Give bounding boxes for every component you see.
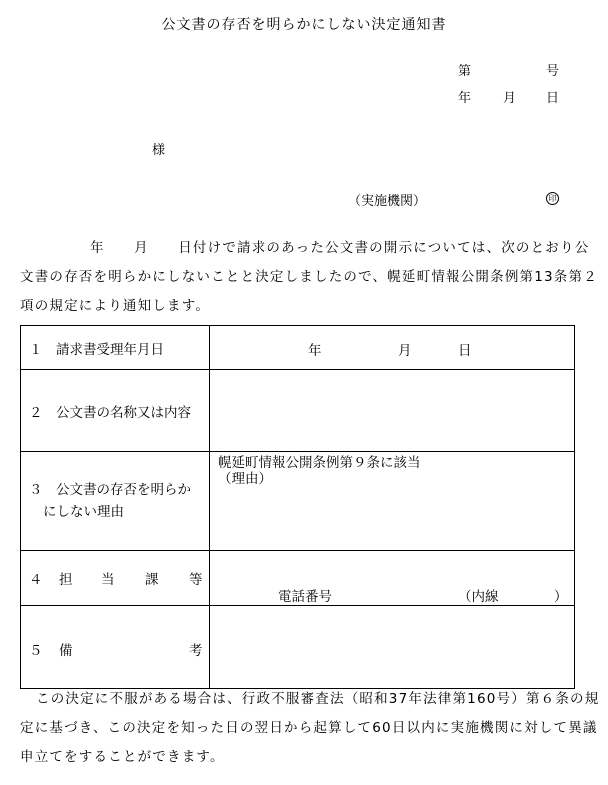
- body-paragraph: [20, 234, 598, 321]
- row1-year: 年: [308, 343, 322, 359]
- row3-label-line2: にしない理由: [43, 504, 124, 520]
- row4-phone-label: 電話番号: [278, 589, 332, 605]
- body-line: 項の規定により通知します。: [20, 298, 211, 314]
- row4-label-cell: [21, 551, 210, 606]
- row4-value-cell: [210, 551, 575, 606]
- row5-label-char: 備: [59, 643, 73, 659]
- document-title: 公文書の存否を明らかにしない決定通知書: [161, 17, 447, 33]
- row3-value-cell: [210, 452, 575, 551]
- row2-label: ２ 公文書の名称又は内容: [29, 404, 191, 421]
- row5-label-cell: [21, 606, 210, 689]
- row1-day: 日: [458, 343, 472, 359]
- table-row: [21, 326, 575, 370]
- notice-line: 申立てをすることができます。: [20, 749, 225, 765]
- date-year: 年: [458, 91, 472, 106]
- number-suffix: 号: [546, 64, 560, 79]
- issuer-label: （実施機関）: [348, 194, 427, 209]
- body-line: 文書の存否を明らかにしないことと決定しましたので、幌延町情報公開条例第13条第２: [20, 269, 598, 285]
- notice-line: 定に基づき、この決定を知った日の翌日から起算して60日以内に実施機関に対して異議: [20, 720, 598, 736]
- row5-value-cell[interactable]: [210, 606, 575, 689]
- row4-label-char: 課: [145, 572, 159, 588]
- row3-label-line1: ３ 公文書の存否を明らか: [29, 482, 191, 498]
- row2-value-cell[interactable]: [210, 370, 575, 452]
- row1-month: 月: [398, 343, 412, 359]
- row4-label-char: 当: [101, 572, 115, 588]
- row4-label-number: ４: [29, 572, 43, 588]
- row4-label-char: 担: [59, 572, 73, 588]
- addressee-suffix: 様: [152, 143, 166, 158]
- notice-line: この決定に不服がある場合は、行政不服審査法（昭和37年法律第160号）第６条の規: [36, 691, 600, 707]
- date-month: 月: [503, 91, 517, 106]
- row1-value-cell: [210, 326, 575, 370]
- row5-label-number: ５: [29, 643, 43, 659]
- appeal-notice: [20, 685, 600, 772]
- decision-table: [20, 325, 575, 689]
- seal-mark: [546, 190, 559, 205]
- row3-label-cell: [21, 452, 210, 551]
- table-row: [21, 452, 575, 551]
- row4-extension-open: （内線: [458, 589, 499, 605]
- table-row: [21, 551, 575, 606]
- seal-char: 印: [546, 192, 559, 205]
- table-row: [21, 606, 575, 689]
- table-row: [21, 370, 575, 452]
- row1-label-cell: [21, 326, 210, 370]
- row3-basis: 幌延町情報公開条例第９条に該当: [218, 455, 421, 471]
- row5-label-char: 考: [189, 643, 203, 659]
- date-day: 日: [546, 91, 560, 106]
- row4-extension-close: ）: [554, 589, 568, 605]
- number-prefix: 第: [458, 64, 472, 79]
- body-line: 年 月 日付けで請求のあった公文書の開示については、次のとおり公: [90, 240, 590, 256]
- row1-label: １ 請求書受理年月日: [29, 341, 164, 358]
- row3-reason-label: （理由）: [218, 471, 272, 487]
- row2-label-cell: [21, 370, 210, 452]
- row4-label-char: 等: [189, 572, 203, 588]
